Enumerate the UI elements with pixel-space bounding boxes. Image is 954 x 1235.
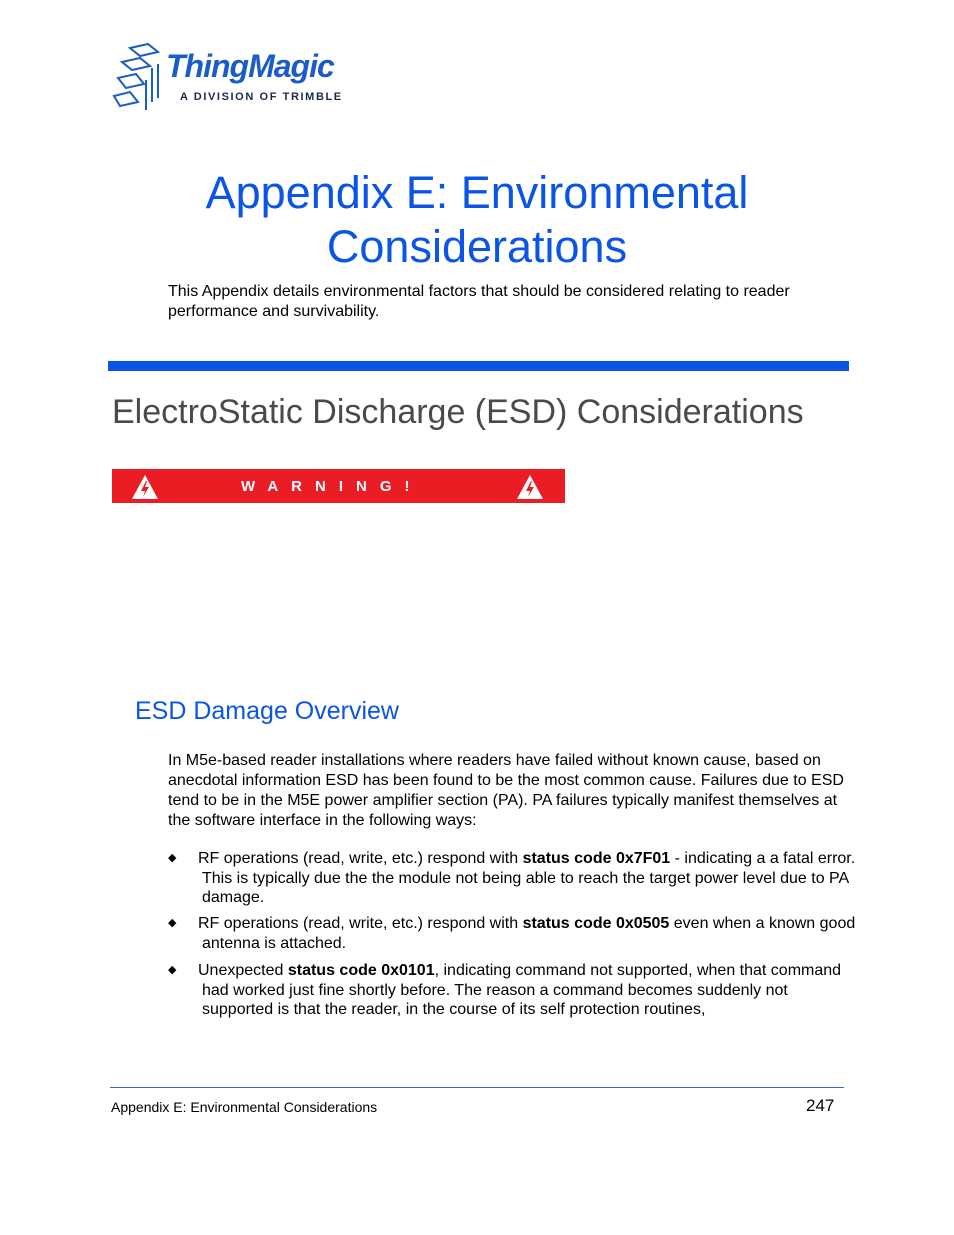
footer-divider [110,1087,844,1088]
page-title [0,166,954,274]
list-item: ◆ Unexpected status code 0x0101, indicating command not supported, when that command had worked just fine shortly before. The reason a command becomes suddenly not supported is that the reader, in the course of its self protection routines, [168,962,842,1018]
intro-paragraph: This Appendix details environmental factors that should be considered relating to reader performance and survivability. [168,283,790,320]
section-divider [108,361,849,371]
page-title-line-1: Appendix E: Environmental [205,167,749,218]
bullet-diamond-icon: ◆ [168,964,177,976]
section-heading: ElectroStatic Discharge (ESD) Considerations [112,393,804,431]
page-title-line-2: Considerations [326,221,628,272]
bullet-diamond-icon: ◆ [168,917,177,929]
status-code: status code 0x0101 [287,962,435,979]
bullet-diamond-icon: ◆ [168,852,177,864]
list-item: ◆ RF operations (read, write, etc.) respond with status code 0x7F01 - indicating a a fatal error. This is typically due the the module not being able to reach the target power level due to PA damage. [168,850,856,906]
logo-wordmark: ThingMagic [166,48,334,84]
status-code: status code 0x0505 [522,915,670,932]
list-item: ◆ RF operations (read, write, etc.) respond with status code 0x0505 even when a known good antenna is attached. [168,915,856,952]
hazard-left-icon [130,472,160,502]
page-number: 247 [806,1096,835,1115]
footer-chapter-title: Appendix E: Environmental Considerations [111,1099,378,1115]
logo-tagline: A DIVISION OF TRIMBLE [180,91,343,103]
warning-label: WARNING! [241,478,423,495]
overview-paragraph: In M5e-based reader installations where readers have failed without known cause, based on anecdotal information ESD has been found to be the most common cause. Failures due to ESD tend to be in the M5E power amplifier section (PA). PA failures typically manifest themselves at the software interface in the following ways: [168,752,844,829]
hazard-right-icon [515,472,545,502]
status-code: status code 0x7F01 [522,850,671,867]
subsection-heading: ESD Damage Overview [135,697,399,725]
